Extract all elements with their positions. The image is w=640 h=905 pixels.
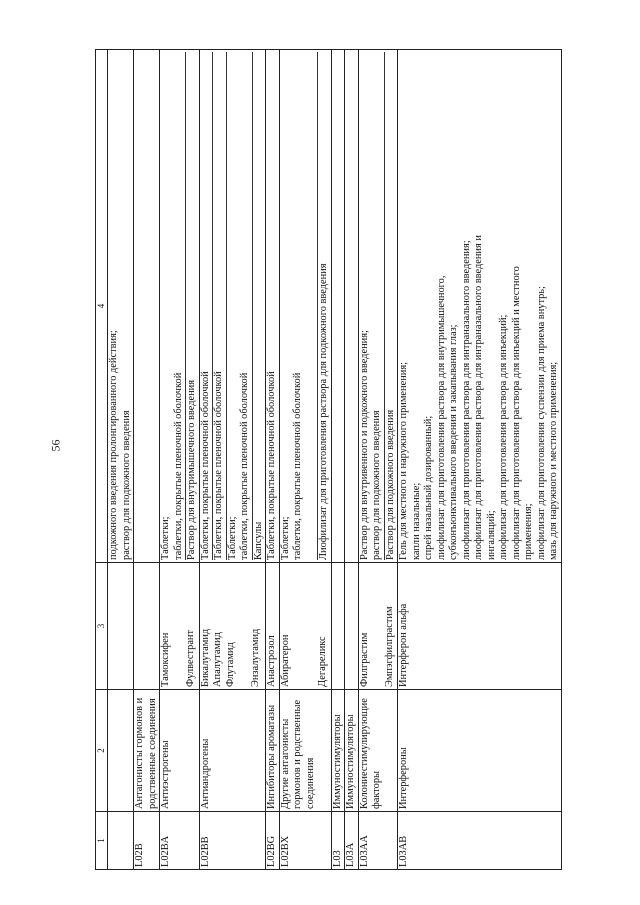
drug-names: [358, 563, 398, 690]
drug-name: Бикалутамид: [199, 628, 211, 687]
group-name: Иммуностимуляторы: [331, 690, 345, 812]
drug-name: [345, 563, 359, 690]
table-row: [160, 50, 200, 870]
header-cell-1: 1: [96, 812, 108, 870]
drug-name: Дегареликс: [317, 636, 328, 687]
table-row: [199, 50, 266, 870]
dosage-forms: [160, 50, 200, 563]
dosage-forms: [134, 50, 160, 563]
atc-code: L03: [331, 812, 345, 870]
dosage-forms: [108, 50, 134, 563]
form-line: ингаляций;: [485, 510, 497, 560]
atc-code: L03AA: [358, 812, 398, 870]
form-block: [227, 52, 253, 560]
table-row: [398, 50, 562, 870]
form-line: раствор для подкожного введения: [371, 410, 382, 560]
form-line: Таблетки;: [226, 516, 238, 560]
table-row: [134, 50, 160, 870]
form-line: Капсулы: [252, 521, 264, 560]
drug-name: Филграстим: [358, 632, 370, 687]
form-block: [359, 52, 385, 560]
drug-name: Тамоксифен: [160, 632, 171, 687]
form-line: подкожного введения пролонгированного действия;: [108, 330, 119, 560]
group-name: Антиандрогены: [199, 690, 266, 812]
table-row: [331, 50, 345, 870]
header-cell-2: 2: [96, 690, 108, 812]
group-name: Колониестимулирующие факторы: [358, 690, 398, 812]
group-name: Другие антагонисты гормонов и родственные соединения: [279, 690, 331, 812]
form-line: Таблетки, покрытые пленочной оболочкой: [266, 371, 277, 560]
group-name: [108, 690, 134, 812]
form-line: Лиофилизат для приготовления раствора для подкожного введения: [318, 263, 329, 560]
header-cell-4: 4: [96, 50, 108, 563]
form-line: раствор для подкожного введения: [120, 410, 132, 560]
form-line: применения;: [523, 503, 534, 560]
form-line: лиофилизат для приготовления суспензии для приема внутрь;: [535, 286, 547, 560]
form-line: таблетки, покрытые пленочной оболочкой: [292, 372, 303, 560]
atc-code: L03AB: [398, 812, 562, 870]
drug-names: [160, 563, 200, 690]
table-header-row: [96, 50, 108, 870]
form-line: спрей назальный дозированный;: [423, 415, 434, 560]
dosage-forms: [279, 50, 331, 563]
form-block: [280, 52, 319, 560]
form-line: лиофилизат для приготовления раствора для интраназального введения и: [473, 235, 484, 560]
form-line: таблетки, покрытые пленочной оболочкой: [172, 372, 184, 560]
atc-code: L02B: [134, 812, 160, 870]
table-row: [266, 50, 280, 870]
group-name: Иммуностимуляторы: [345, 690, 359, 812]
drug-names: [199, 563, 266, 690]
table-row: [108, 50, 134, 870]
form-line: лиофилизат для приготовления раствора для инъекций и местного: [510, 266, 522, 560]
form-block: [160, 52, 186, 560]
group-name: Антагонисты гормонов и родственные соединения: [134, 690, 160, 812]
table-row: [345, 50, 359, 870]
form-line: Таблетки, покрытые пленочной оболочкой: [213, 52, 227, 560]
table-row: [358, 50, 398, 870]
dosage-forms: [266, 50, 280, 563]
rotated-document: [95, 50, 575, 870]
drug-name: [331, 563, 345, 690]
drug-name: Флутамид: [224, 642, 236, 687]
group-name: Антиэстрогены: [160, 690, 200, 812]
drug-table: [95, 49, 562, 870]
dosage-forms: [345, 50, 359, 563]
form-line: Гель для местного и наружного применения;: [398, 362, 409, 560]
form-line: Таблетки, покрытые пленочной оболочкой: [200, 52, 214, 560]
drug-name: Энзалутамид: [249, 628, 261, 687]
atc-code: L02BG: [266, 812, 280, 870]
drug-name: Интерферон альфа: [398, 563, 562, 690]
form-line: мазь для наружного и местного применения;: [548, 361, 559, 560]
atc-code: [108, 812, 134, 870]
group-name: Интерфероны: [398, 690, 562, 812]
atc-code: L02BB: [199, 812, 266, 870]
dosage-forms: [398, 50, 562, 563]
page-number: 56: [48, 439, 63, 452]
drug-name: [134, 563, 160, 690]
form-line: Таблетки;: [279, 516, 291, 560]
form-line: Раствор для внутривенного и подкожного введения;: [358, 330, 370, 560]
form-line: Таблетки;: [160, 516, 171, 560]
dosage-forms: [358, 50, 398, 563]
drug-name: [108, 563, 134, 690]
drug-name: Абиратерон: [279, 634, 291, 687]
form-line: Раствор для внутримышечного введения: [186, 379, 197, 560]
form-line: лиофилизат для приготовления раствора для внутримышечного,: [435, 275, 447, 560]
drug-name: Фулвестрант: [185, 629, 196, 687]
group-name: Ингибиторы ароматазы: [266, 690, 280, 812]
atc-code: L02BX: [279, 812, 331, 870]
drug-names: [279, 563, 331, 690]
header-cell-3: 3: [96, 563, 108, 690]
drug-name: Анастрозол: [266, 563, 280, 690]
table-row: [279, 50, 331, 870]
form-line: субконъюнктивального введения и закапывания глаз;: [448, 324, 459, 560]
atc-code: L02BA: [160, 812, 200, 870]
form-line: лиофилизат для приготовления раствора для инъекций;: [498, 314, 509, 560]
atc-code: L03A: [345, 812, 359, 870]
drug-name: Эмпэгфилграстим: [383, 606, 395, 687]
form-line: Раствор для подкожного введения: [384, 409, 396, 560]
form-line: капли назальные;: [410, 482, 422, 560]
dosage-forms: [331, 50, 345, 563]
form-line: лиофилизат для приготовления раствора для интраназального введения;: [460, 240, 472, 560]
drug-name: Апалутамид: [212, 632, 223, 687]
dosage-forms: [199, 50, 266, 563]
form-line: таблетки, покрытые пленочной оболочкой: [239, 372, 250, 560]
